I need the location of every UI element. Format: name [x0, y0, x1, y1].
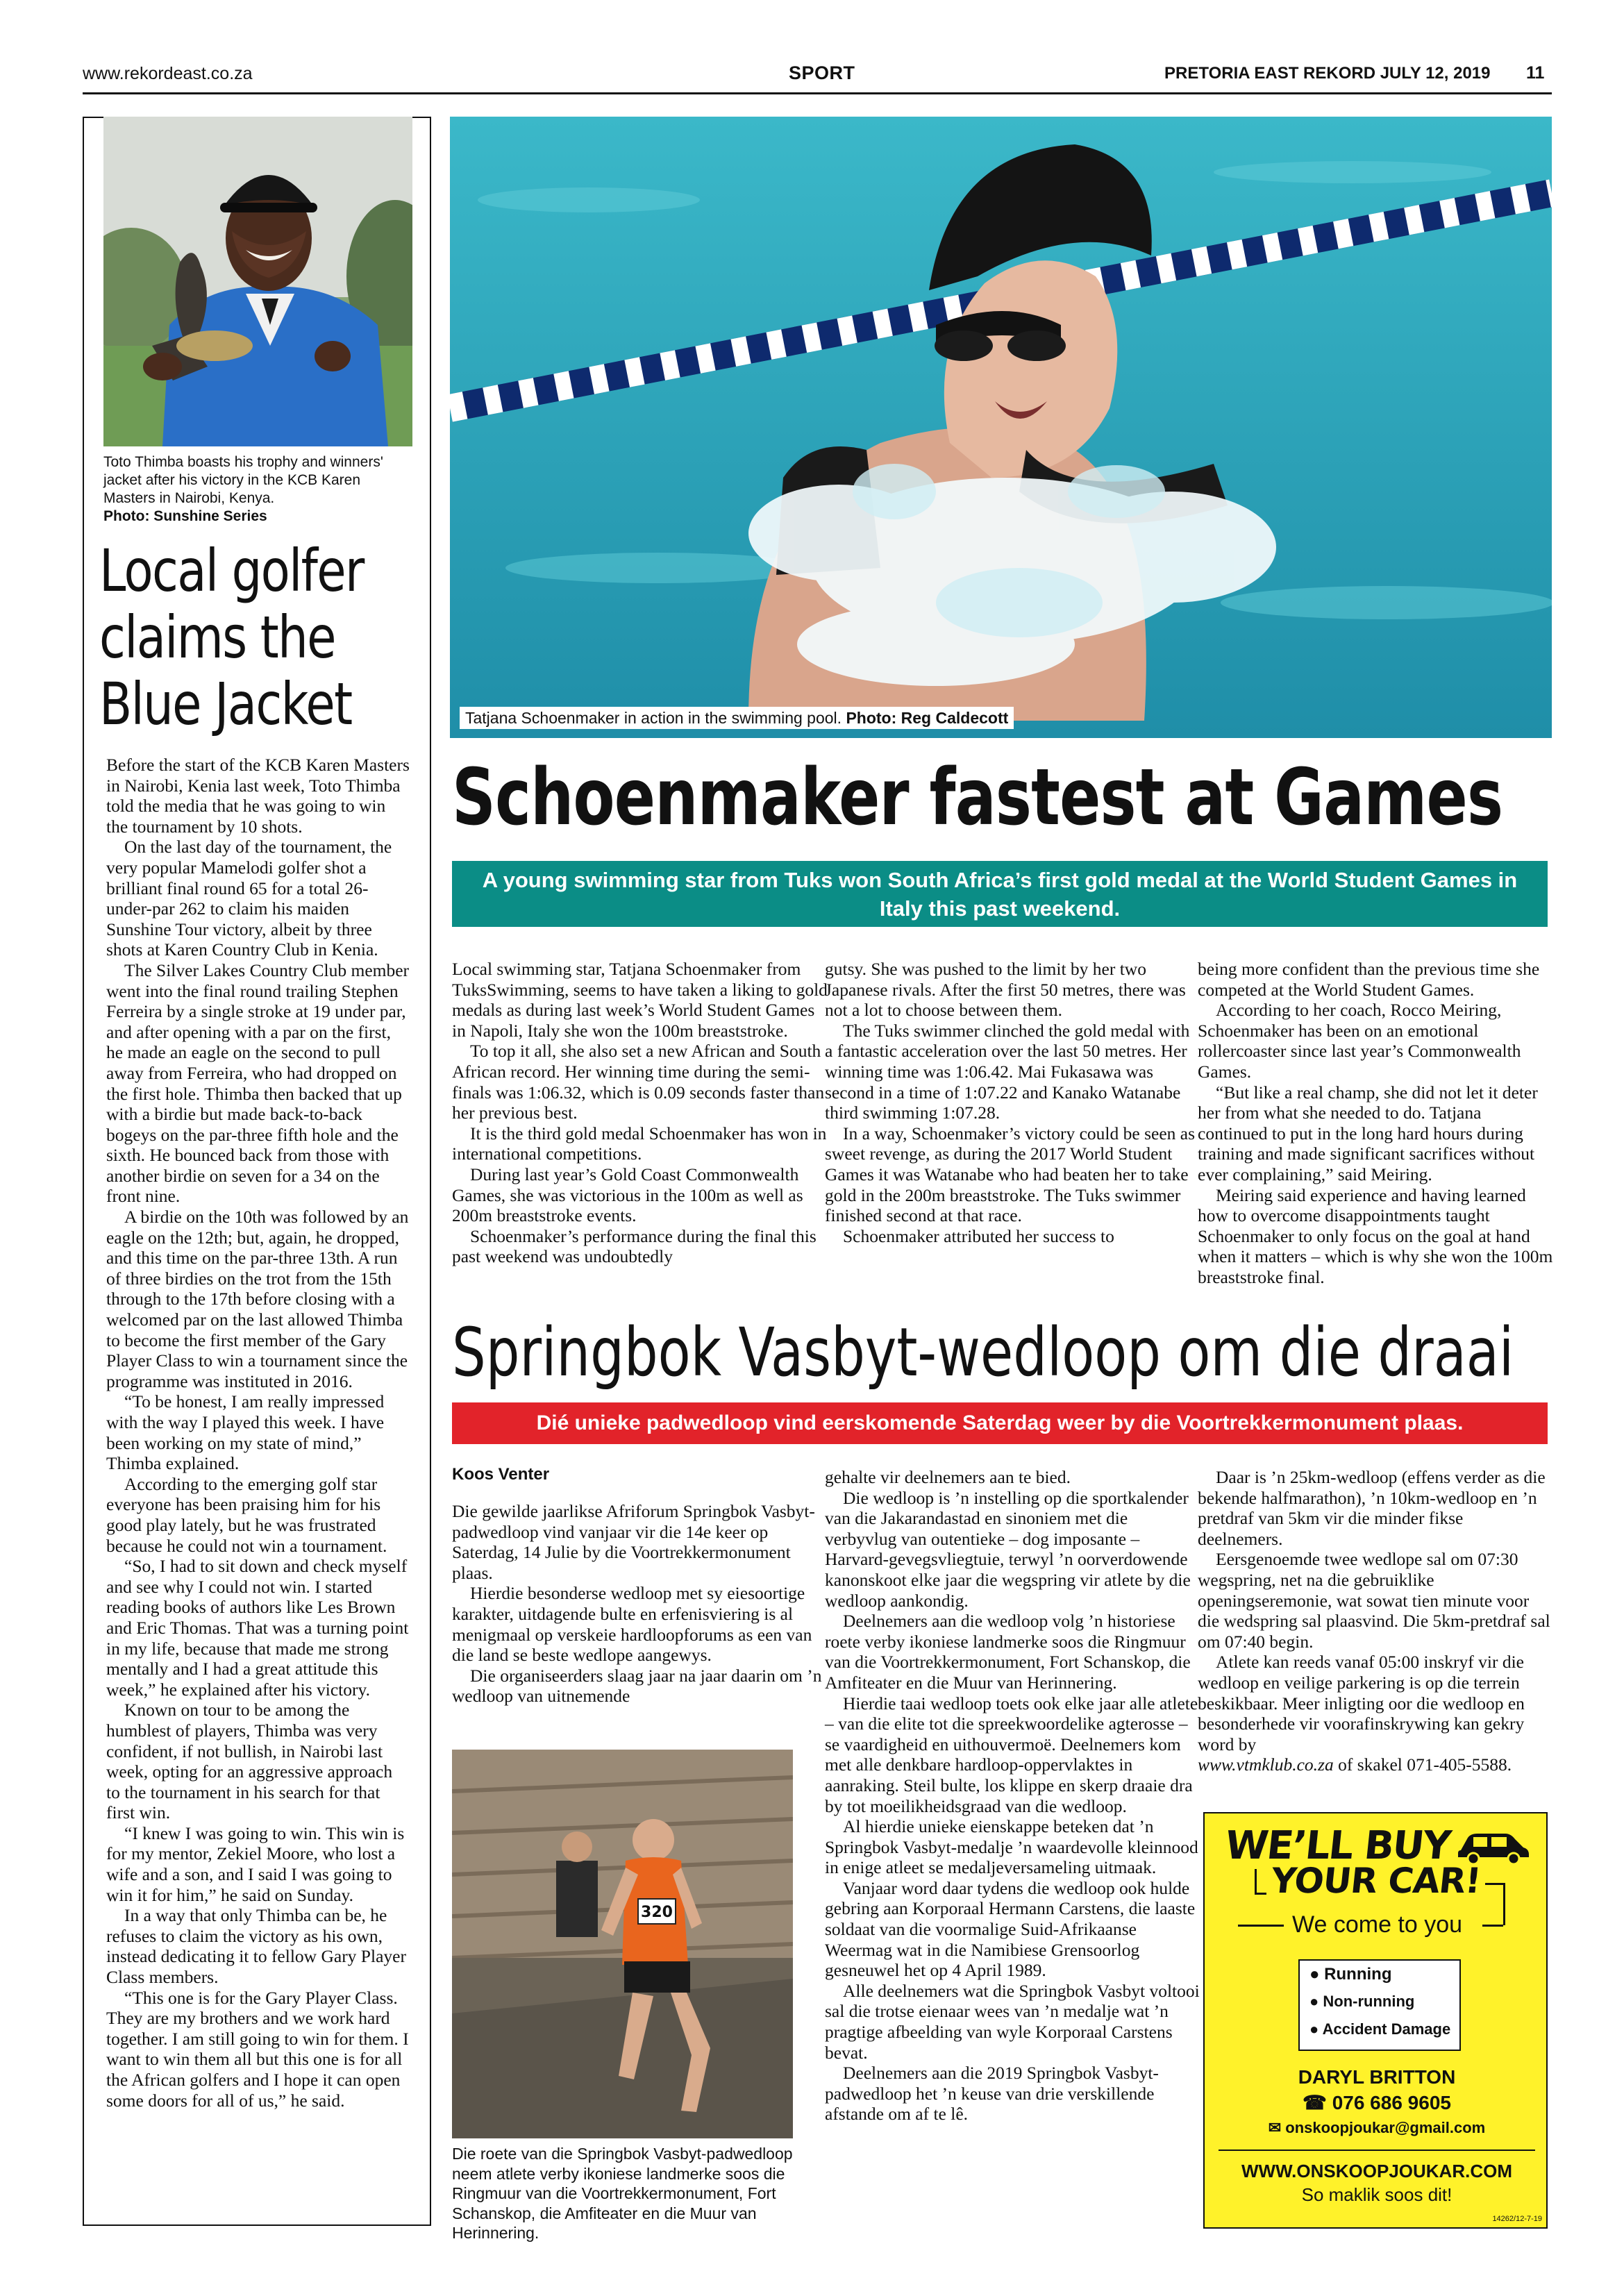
swim-caption-text: Tatjana Schoenmaker in action in the swimming pool.: [465, 709, 842, 727]
vasbyt-paragraph: Daar is ’n 25km-wedloop (effens verder as die bekende halfmarathon), ’n 10km-wedloop en ’n pretdraf van 5km vir die minder fikse deelnemers.: [1198, 1467, 1546, 1549]
golf-photo-credit: Photo: Sunshine Series: [103, 508, 267, 524]
vasbyt-paragraph: Deelnemers aan die 2019 Springbok Vasbyt-padwedloop het ’n keuse van drie verskillende afstande om af te lê.: [825, 2063, 1159, 2125]
advert-slogan: So maklik soos dit!: [1301, 2184, 1453, 2205]
vasbyt-paragraph: Alle deelnemers wat die Springbok Vasbyt voltooi sal die trotse eienaar wees van ’n medalje wat ’n pragtige afbeelding van wyle Korporaal Carstens bevat.: [825, 1980, 1200, 2063]
swim-headline: Schoenmaker fastest at Games: [452, 753, 1503, 843]
envelope-icon: ✉: [1268, 2119, 1282, 2136]
golf-paragraph: “This one is for the Gary Player Class. They are my brothers and we work hard together. I am still going to win for them. I want to win them all but this one is for all the African golfers and I hope it can open some doors for all of us,” he said.: [106, 1987, 409, 2111]
car-buying-advert: [1203, 1812, 1548, 2229]
vasbyt-paragraph: gehalte vir deelnemers aan te bied.: [825, 1467, 1071, 1487]
publication-date: PRETORIA EAST REKORD JULY 12, 2019: [1164, 64, 1491, 83]
advert-option: ● Accident Damage: [1309, 2020, 1451, 2038]
golf-paragraph: A birdie on the 10th was followed by an eagle on the 12th; but, again, he dropped, and this time on the par-three 13th. A run of three birdies on the trot from the 15th through to the 17th before closing with a welcomed par on the last allowed Thimba to become the first member of the Gary Player Class to win a tournament since the programme was instituted in 2016.: [106, 1207, 409, 1391]
vasbyt-paragraph: Deelnemers aan die wedloop volg ’n historiese roete verby ikoniese landmerke soos die Ringmuur van die Voortrekkermonument, Fort Schanskop, die Amfiteater en die Muur van Herinnering.: [825, 1611, 1191, 1693]
swim-column-3: [1198, 959, 1553, 1288]
vasbyt-paragraph: Atlete kan reeds vanaf 05:00 inskryf vir die wedloop en veilige parkering is op die terrein beskikbaar. Meer inligting oor die wedloop en besonderhede vir voorafinskrywing kan gekry word by: [1198, 1652, 1525, 1754]
vasbyt-photo: [452, 1750, 793, 2138]
vasbyt-standfirst: Dié unieke padwedloop vind eerskomende Saterdag weer by die Voortrekkermonument plaas.: [536, 1411, 1464, 1434]
swim-paragraph: being more confident than the previous time she competed at the World Student Games.: [1198, 959, 1540, 1000]
swim-paragraph: According to her coach, Rocco Meiring, Schoenmaker has been on an emotional rollercoaster since last year’s Commonwealth Games.: [1198, 1000, 1521, 1082]
advert-bracket-right: [1485, 1883, 1505, 1925]
vasbyt-contact-suffix: of skakel 071-405-5588.: [1333, 1754, 1512, 1775]
vasbyt-paragraph: Eersgenoemde twee wedlope sal om 07:30 wegspring, net na die gebruiklike openingseremonie, wat sowat tien minute voor die wedspring sal plaasvind. Die 5km-pretdraf sal om 07:40 begin.: [1198, 1549, 1550, 1652]
swim-standfirst: A young swimming star from Tuks won South Africa’s first gold medal at the World Student Games in Italy this past weekend.: [482, 867, 1518, 921]
vasbyt-photo-art: [452, 1750, 793, 2138]
swim-paragraph: “But like a real champ, she did not let it deter her from what she needed to do. Tatjana continued to put in the long hard hours during training and made significant sacrifices without ever complaining,” said Meiring.: [1198, 1082, 1538, 1184]
advert-headline-1: WE’LL BUY: [1223, 1823, 1453, 1868]
golf-headline: Local golfer claims the Blue Jacket: [99, 537, 364, 738]
golf-paragraph: According to the emerging golf star everyone has been praising him for his good play lately, but he was frustrated because he could not win a tournament.: [106, 1473, 387, 1556]
vasbyt-paragraph: Die gewilde jaarlikse Afriforum Springbok Vasbyt-padwedloop vind vanjaar vir die 14e keer op Saterdag, 14 Julie by die Voortrekkermonument plaas.: [452, 1501, 815, 1583]
vasbyt-standfirst-banner: [452, 1402, 1548, 1444]
vasbyt-headline: Springbok Vasbyt-wedloop om die draai: [452, 1314, 1514, 1391]
swim-column-2: [825, 959, 1200, 1246]
vtmklub-link[interactable]: www.vtmklub.co.za: [1198, 1754, 1334, 1775]
page-number: 11: [1526, 63, 1545, 83]
golf-paragraph: “So, I had to sit down and check myself and see why I could not win. I started reading books of authors like Les Brown and Eric Thomas. That was a turning point in my life, because that made me strong mentally and I had a great attitude this week,” he explained after his victory.: [106, 1556, 409, 1700]
vasbyt-paragraph: Hierdie besonderse wedloop met sy eiesoortige karakter, uitdagende bulte en erfenisviering is al menigmaal op verskeie hardloopforums as een van die land se beste wedlope aangewys.: [452, 1583, 812, 1666]
golf-paragraph: Known on tour to be among the humblest of players, Thimba was very confident, if not bullish, in Nairobi last week, opting for an aggressive approach to the tournament in his search for that first win.: [106, 1700, 393, 1823]
swim-paragraph: Schoenmaker attributed her success to: [843, 1225, 1114, 1246]
advert-rule-left: [1238, 1925, 1284, 1927]
vasbyt-column-2: [825, 1467, 1200, 2125]
swimming-photo-caption: [460, 707, 1014, 729]
runner-bib-number: 320: [641, 1904, 673, 1921]
swim-paragraph: Schoenmaker’s performance during the final this past weekend was undoubtedly: [452, 1225, 817, 1267]
vasbyt-photo-caption: Die roete van die Springbok Vasbyt-padwedloop neem atlete verby ikoniese landmerke soos die Ringmuur van die Voortrekkermonument, Fort Schanskop, die Amfiteater en die Muur van Herinnering.: [452, 2145, 793, 2242]
golf-caption-text: Toto Thimba boasts his trophy and winners' jacket after his victory in the KCB Karen Masters in Nairobi, Kenya.: [103, 454, 383, 506]
swimming-photo-art: [450, 117, 1552, 738]
vasbyt-column-3: [1198, 1467, 1552, 1775]
vasbyt-paragraph: Die organiseerders slaag jaar na jaar daarin om ’n wedloop van uitnemende: [452, 1665, 822, 1707]
swim-paragraph: Meiring said experience and having learned how to overcome disappointments taught Schoenmaker to only focus on the goal at hand when it matters – which is why she won the 100m breaststroke final.: [1198, 1184, 1553, 1287]
golf-photo-art: [103, 117, 412, 446]
vasbyt-paragraph: Die wedloop is ’n instelling op die sportkalender van die Jakarandastad en sinoniem met die verbyvlug van outentieke – dog imposante – Harvard-gevegsvliegtuie, terwyl ’n oorverdowende kanonskoot elke jaar die wegspring vir atlete by die wedloop aankondig.: [825, 1487, 1191, 1611]
header-rule: [83, 92, 1552, 94]
swim-photo-credit: Photo: Reg Caldecott: [846, 709, 1009, 727]
advert-rule-right: [1482, 1925, 1503, 1927]
advert-options-box: [1298, 1959, 1461, 2051]
swim-paragraph: In a way, Schoenmaker’s victory could be seen as sweet revenge, as during the 2017 World Student Games it was Watanabe who had beaten her to take gold in the 200m breaststroke. The Tuks swimmer finished second at that race.: [825, 1123, 1195, 1226]
swim-paragraph: During last year’s Gold Coast Commonwealth Games, she was victorious in the 100m as well as 200m breaststroke events.: [452, 1164, 803, 1226]
advert-email: onskoopjoukar@gmail.com: [1285, 2119, 1486, 2136]
golf-paragraph: The Silver Lakes Country Club member went into the final round trailing Stephen Ferreira by a single stroke at 19 under par, and after opening with a par on the first, he made an eagle on the second to pull away from Ferreira, who had dropped on the first hole. Thimba then backed that up with a birdie but made back-to-back bogeys on the par-three fifth hole and the sixth. He bounced back from those with another birdie on seven for a 34 on the front nine.: [106, 960, 410, 1207]
advert-website[interactable]: WWW.ONSKOOPJOUKAR.COM: [1241, 2161, 1512, 2181]
advert-option: ● Non-running: [1309, 1993, 1415, 2010]
phone-icon: ☎: [1303, 2092, 1327, 2113]
swimming-photo: [450, 117, 1552, 738]
vasbyt-contact-line: [1198, 1754, 1552, 1775]
advert-footer-rule: [1219, 2150, 1535, 2151]
swim-paragraph: Local swimming star, Tatjana Schoenmaker from TuksSwimming, seems to have taken a liking to gold medals as during last week’s World Student Games in Napoli, Italy she won the 100m breaststroke.: [452, 959, 828, 1041]
swim-standfirst-banner: [452, 861, 1548, 927]
advert-bracket-top: [1255, 1869, 1266, 1895]
advert-phone: 076 686 9605: [1332, 2092, 1451, 2113]
masthead-website: www.rekordeast.co.za: [83, 64, 253, 83]
vasbyt-paragraph: Hierdie taai wedloop toets ook elke jaar alle atlete – van die elite tot die spreekwoordelike agterosse – se vaardigheid en uithouvermoë. Deelnemers kom met alle denkbare hardloop-oppervlaktes in aanraking. Steil bulte, los klippe en skerp draaie dra by tot moeilikheidsgraad van die wedloop.: [825, 1693, 1198, 1816]
advert-email-row: [1205, 2119, 1549, 2137]
advert-tagline: We come to you: [1292, 1911, 1463, 1938]
swim-column-1: [452, 959, 828, 1267]
swim-paragraph: The Tuks swimmer clinched the gold medal with a fantastic acceleration over the last 50 metres. Her winning time was 1:06.42. Mai Fukasawa was second in a time of 1:07.22 and Kanako Watanabe third swimming 1:07.28.: [825, 1020, 1190, 1123]
golf-paragraph: Before the start of the KCB Karen Masters in Nairobi, Kenia last week, Toto Thimba told the media that he was going to win the tournament by 10 shots.: [106, 755, 410, 837]
swim-paragraph: It is the third gold medal Schoenmaker has won in international competitions.: [452, 1123, 827, 1164]
advert-reference: 14262/12-7-19: [1492, 2215, 1542, 2223]
advert-contact-name: DARYL BRITTON: [1298, 2066, 1456, 2088]
golf-article-body: [106, 755, 410, 2111]
advert-option: ● Running: [1309, 1965, 1392, 1984]
golf-photo-caption: [103, 453, 409, 526]
vasbyt-byline: Koos Venter: [452, 1465, 550, 1484]
vasbyt-column-1: [452, 1501, 828, 1707]
golf-paragraph: On the last day of the tournament, the very popular Mamelodi golfer shot a brilliant final round 65 for a total 26-under-par 262 to claim his maiden Sunshine Tour victory, albeit by three shots at Karen Country Club in Kenia.: [106, 837, 392, 960]
advert-headline-2: YOUR CAR!: [1269, 1861, 1483, 1901]
golf-paragraph: “I knew I was going to win. This win is for my mentor, Zekiel Moore, who lost a wife and a son, and I said I was going to win it for him,” he said on Sunday.: [106, 1822, 405, 1905]
vasbyt-paragraph: Al hierdie unieke eienskappe beteken dat ’n Springbok Vasbyt-medalje ’n waardevolle kleinnood in enige atleet se medaljeversameling uitmaak.: [825, 1816, 1198, 1878]
swim-paragraph: To top it all, she also set a new African and South African record. Her winning time during the semi-finals was 1:06.32, which is 0.09 seconds faster than her previous best.: [452, 1041, 825, 1123]
golf-photo: [103, 117, 412, 446]
golf-paragraph: “To be honest, I am really impressed with the way I played this week. I have been working on my state of mind,” Thimba explained.: [106, 1391, 385, 1474]
golf-paragraph: In a way that only Thimba can be, he refuses to claim the victory as his own, instead dedicating it to fellow Gary Player Class members.: [106, 1905, 406, 1988]
advert-phone-row: [1205, 2091, 1549, 2114]
section-label: SPORT: [789, 62, 855, 83]
vasbyt-paragraph: Vanjaar word daar tydens die wedloop ook hulde gebring aan Korporaal Hermann Carstens, die laaste soldaat van die voormalige Suid-Afrikaanse Weermag wat in die Namibiese Grensoorlog gesneuwel het op 4 April 1989.: [825, 1877, 1196, 1981]
swim-paragraph: gutsy. She was pushed to the limit by her two Japanese rivals. After the first 50 metres, there was not a lot to choose between them.: [825, 959, 1186, 1021]
car-icon: [1455, 1828, 1532, 1864]
